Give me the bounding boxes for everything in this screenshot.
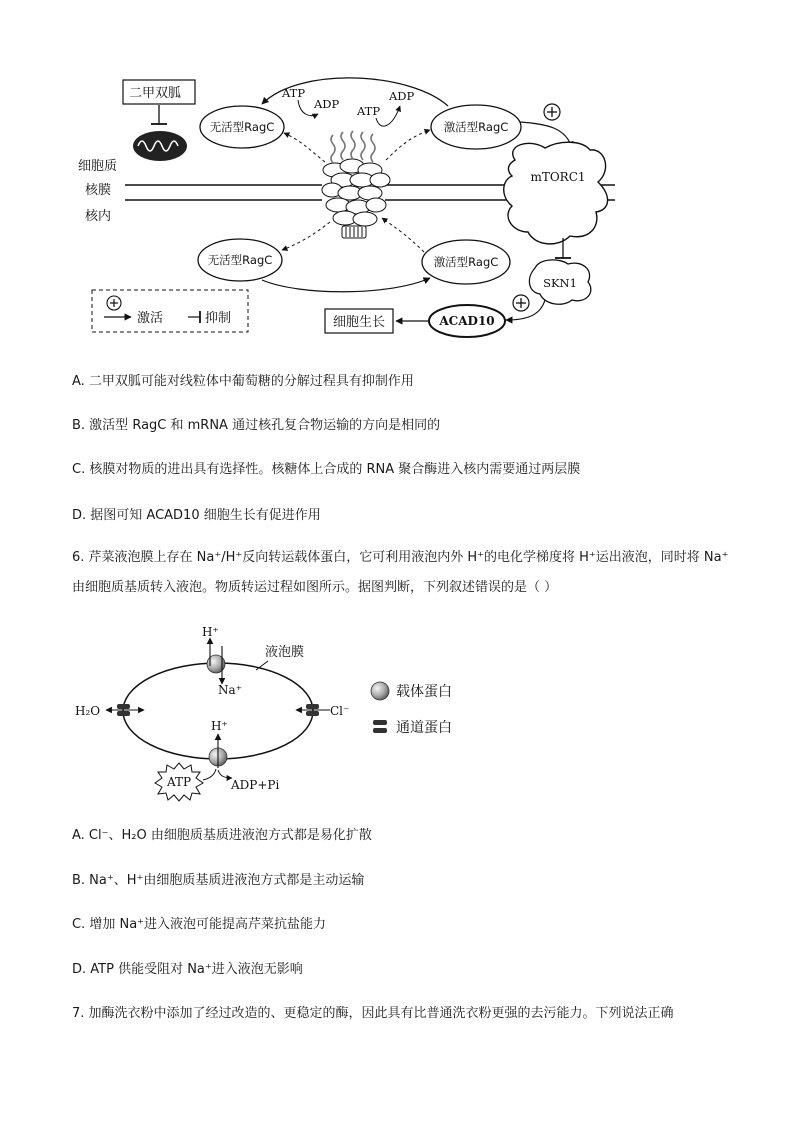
cl-label: Cl⁻ [330, 704, 350, 718]
q7-stem: 7. 加酶洗衣粉中添加了经过改造的、更稳定的酶，因此具有比普通洗衣粉更强的去污能力。下列说法正确 [72, 1006, 674, 1021]
legend-inhibit-label: 抑制 [205, 311, 232, 326]
acad10-label: ACAD10 [439, 314, 495, 328]
q5-option-a: A. 二甲双胍可能对线粒体中葡萄糖的分解过程具有抑制作用 [72, 374, 414, 389]
q6-option-d: D. ATP 供能受阻对 Na⁺进入液泡无影响 [72, 962, 303, 977]
atp-to-pump-line [203, 769, 216, 780]
cell-growth-label: 细胞生长 [332, 315, 386, 330]
nucleus-label: 核内 [85, 209, 112, 224]
nuclear-membrane-label: 核膜 [85, 183, 112, 198]
q6-option-b: B. Na⁺、H⁺由细胞质基质进液泡方式都是主动运输 [72, 873, 365, 888]
h2o-label: H₂O [75, 704, 101, 718]
q6-option-a: A. Cl⁻、H₂O 由细胞质基质进液泡方式都是易化扩散 [72, 828, 372, 843]
bottom-activation-arrow [262, 278, 430, 292]
legend-carrier-label: 载体蛋白 [396, 684, 452, 700]
legend-activate-label: 激活 [137, 311, 164, 326]
mitochondrion-icon [133, 131, 187, 161]
atp-label: ATP [166, 775, 192, 789]
q5-option-b: B. 激活型 RagC 和 mRNA 通过核孔复合物运输的方向是相同的 [72, 418, 441, 433]
active-bottom-to-pore [382, 218, 424, 252]
adp-pi-label: ADP+Pi [231, 778, 280, 792]
metformin-label: 二甲双胍 [129, 86, 182, 101]
pore-to-inactive-bottom [282, 222, 330, 250]
nuclear-pore-complex [322, 159, 390, 238]
inactive-ragc-top-label: 无活型RagC [209, 120, 275, 134]
atp2-label: ATP [357, 104, 381, 118]
legend-channel-label: 通道蛋白 [396, 720, 452, 736]
adp2-label: ADP [389, 89, 415, 103]
q5-option-d: D. 据图可知 ACAD10 细胞生长有促进作用 [72, 508, 321, 523]
mtorc1-label: mTORC1 [530, 170, 586, 184]
h-bottom-label: H⁺ [211, 719, 228, 733]
active-ragc-top-label: 激活型RagC [443, 120, 509, 134]
h-top-label: H⁺ [202, 625, 219, 639]
mtorc1-complex [504, 142, 608, 244]
vacuole-membrane-label: 液泡膜 [265, 645, 305, 660]
q5-option-c: C. 核膜对物质的进出具有选择性。核糖体上合成的 RNA 聚合酶进入核内需要通过两层膜 [72, 462, 581, 477]
pump-to-adp-arrow [218, 770, 232, 778]
skn1-label: SKN1 [543, 276, 577, 290]
q6-stem: 6. 芹菜液泡膜上存在 Na⁺/H⁺反向转运载体蛋白，它可利用液泡内外 H⁺的电化学梯度将 H⁺运出液泡，同时将 Na⁺由细胞质基质转入液泡。物质转运过程如图所示。据图判断，下列叙述错误的是（ ） [72, 550, 729, 595]
legend-carrier-icon [371, 682, 389, 700]
pore-to-inactive-top [284, 133, 325, 162]
vacuole-transport-diagram [0, 620, 794, 810]
ragc-pathway-diagram [0, 0, 794, 345]
adp1-label: ADP [314, 97, 340, 111]
cytoplasm-label: 细胞质 [78, 159, 118, 174]
active-ragc-bottom-label: 激活型RagC [433, 255, 499, 269]
atp1-label: ATP [282, 86, 306, 100]
legend-channel-icon [373, 720, 387, 733]
pore-fibrils [331, 131, 375, 163]
na-top-label: Na⁺ [218, 683, 242, 697]
pore-to-active-top [386, 130, 430, 160]
inactive-ragc-bottom-label: 无活型RagC [207, 253, 273, 267]
q6-option-c: C. 增加 Na⁺进入液泡可能提高芹菜抗盐能力 [72, 917, 327, 932]
